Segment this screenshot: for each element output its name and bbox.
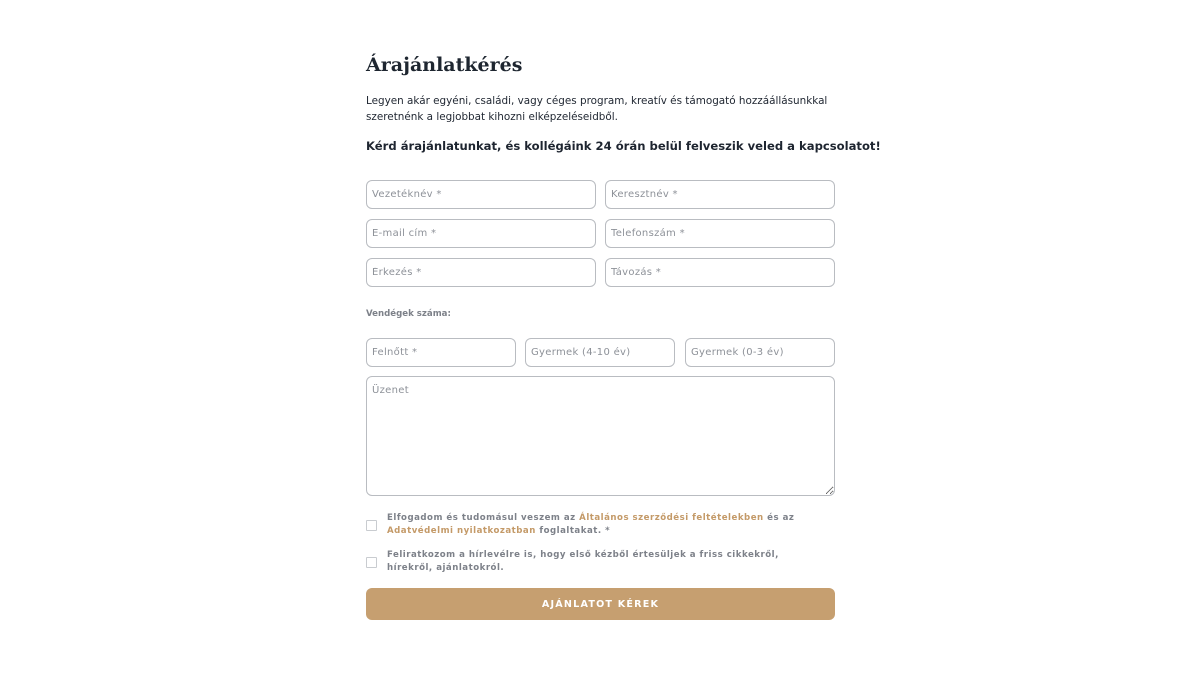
email-input[interactable] [366, 219, 596, 248]
last-name-input[interactable] [366, 180, 596, 209]
child-0-3-count-input[interactable] [685, 338, 835, 367]
terms-consent-row [366, 512, 835, 540]
consent-prefix: Elfogadom és tudomásul veszem az [387, 513, 580, 523]
consent-middle: és az [763, 513, 795, 523]
page-title: Árajánlatkérés [366, 54, 523, 76]
terms-consent-text [387, 512, 827, 538]
adult-count-input[interactable] [366, 338, 516, 367]
departure-date-input[interactable] [605, 258, 835, 287]
intro-text: Legyen akár egyéni, családi, vagy céges program, kreatív és támogató hozzáállásunkkal szeretnénk a legjobbat kihozni elképzeléseidből. [366, 95, 828, 123]
child-4-10-count-input[interactable] [525, 338, 675, 367]
arrival-date-input[interactable] [366, 258, 596, 287]
newsletter-checkbox[interactable] [366, 557, 377, 568]
submit-button[interactable]: AJÁNLATOT KÉREK [366, 588, 835, 620]
guests-label: Vendégek száma: [366, 309, 451, 319]
newsletter-row [366, 549, 835, 577]
quote-request-form [366, 50, 881, 610]
newsletter-text: Feliratkozom a hírlevélre is, hogy első kézből értesüljek a friss cikkekről, hírekről, ajánlatokról. [387, 550, 779, 573]
terms-consent-checkbox[interactable] [366, 520, 377, 531]
cta-text: Kérd árajánlatunkat, és kollégáink 24 órán belül felveszik veled a kapcsolatot! [366, 139, 881, 153]
message-textarea[interactable] [366, 376, 835, 496]
terms-link[interactable]: Általános szerződési feltételekben [579, 513, 764, 523]
consent-suffix: foglaltakat. * [535, 526, 611, 536]
first-name-input[interactable] [605, 180, 835, 209]
privacy-link[interactable]: Adatvédelmi nyilatkozatban [387, 526, 536, 536]
phone-input[interactable] [605, 219, 835, 248]
